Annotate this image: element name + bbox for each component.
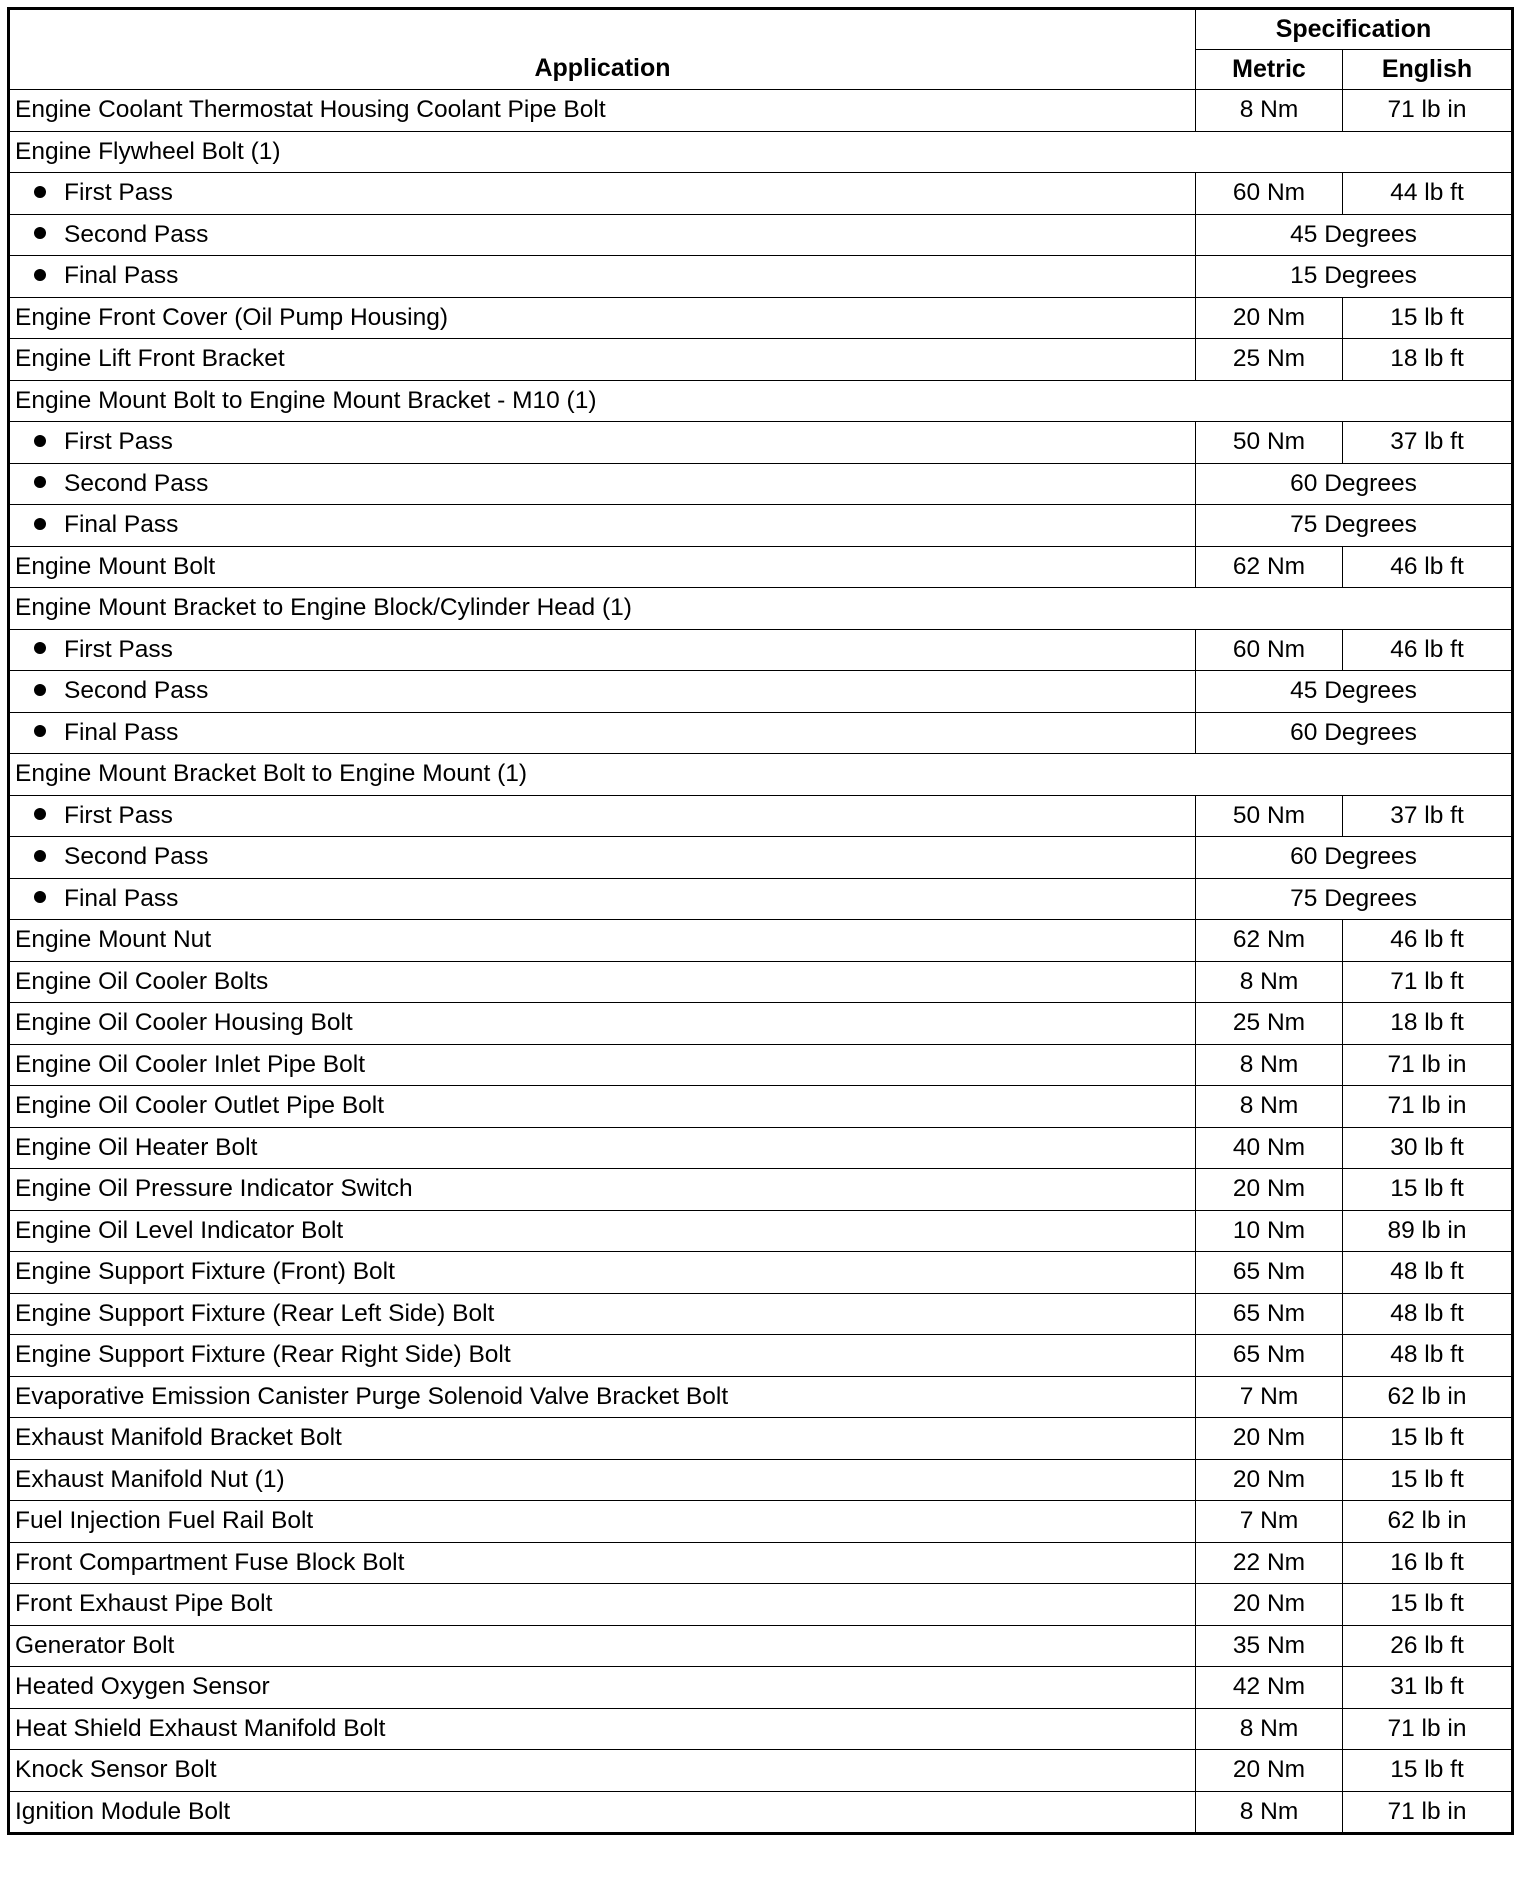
application-label: Exhaust Manifold Bracket Bolt xyxy=(15,1424,342,1452)
sub-step-row xyxy=(9,629,1513,671)
application-label: First Pass xyxy=(64,428,173,456)
metric-value: 8 Nm xyxy=(1196,1791,1343,1834)
metric-value: 65 Nm xyxy=(1196,1293,1343,1335)
metric-value: 50 Nm xyxy=(1196,422,1343,464)
application-label: Second Pass xyxy=(64,469,209,497)
bullet-icon xyxy=(34,684,46,696)
metric-value: 65 Nm xyxy=(1196,1335,1343,1377)
application-label: Engine Oil Cooler Outlet Pipe Bolt xyxy=(15,1092,385,1120)
angle-spec-cell: 15 Degrees xyxy=(1196,256,1513,298)
metric-value: 8 Nm xyxy=(1196,90,1343,132)
application-cell xyxy=(9,1708,1196,1750)
table-row xyxy=(9,1127,1513,1169)
sub-step-row xyxy=(9,505,1513,547)
table-row xyxy=(9,297,1513,339)
english-value: 71 lb in xyxy=(1343,1708,1513,1750)
application-cell xyxy=(9,1625,1196,1667)
table-body xyxy=(9,90,1513,1834)
application-cell xyxy=(9,1542,1196,1584)
application-cell xyxy=(9,1127,1196,1169)
sub-step-row xyxy=(9,712,1513,754)
english-value: 15 lb ft xyxy=(1343,1418,1513,1460)
application-label: Engine Oil Cooler Housing Bolt xyxy=(15,1009,353,1037)
application-label: Engine Mount Nut xyxy=(15,926,212,954)
english-value: 71 lb in xyxy=(1343,90,1513,132)
application-label: Final Pass xyxy=(64,884,179,912)
metric-value: 62 Nm xyxy=(1196,546,1343,588)
english-value: 46 lb ft xyxy=(1343,629,1513,671)
application-cell xyxy=(9,1003,1196,1045)
english-value: 44 lb ft xyxy=(1343,173,1513,215)
bullet-icon xyxy=(34,269,46,281)
table-row xyxy=(9,1625,1513,1667)
metric-value: 35 Nm xyxy=(1196,1625,1343,1667)
application-cell xyxy=(9,297,1196,339)
english-value: 46 lb ft xyxy=(1343,920,1513,962)
metric-value: 25 Nm xyxy=(1196,339,1343,381)
english-value: 37 lb ft xyxy=(1343,422,1513,464)
application-cell xyxy=(9,1418,1196,1460)
application-label: First Pass xyxy=(64,179,173,207)
application-label: Ignition Module Bolt xyxy=(15,1797,231,1825)
metric-value: 7 Nm xyxy=(1196,1376,1343,1418)
table-row xyxy=(9,339,1513,381)
sub-step-row xyxy=(9,795,1513,837)
table-row xyxy=(9,1293,1513,1335)
application-cell xyxy=(9,588,1513,630)
application-cell xyxy=(9,380,1513,422)
metric-value: 8 Nm xyxy=(1196,961,1343,1003)
application-cell xyxy=(9,131,1513,173)
group-header-row xyxy=(9,131,1513,173)
application-label: Engine Support Fixture (Front) Bolt xyxy=(15,1258,395,1286)
english-value: 46 lb ft xyxy=(1343,546,1513,588)
application-label: Front Exhaust Pipe Bolt xyxy=(15,1590,273,1618)
sub-step-row xyxy=(9,837,1513,879)
table-row xyxy=(9,1169,1513,1211)
bullet-icon xyxy=(34,227,46,239)
metric-value: 20 Nm xyxy=(1196,1584,1343,1626)
application-label: Second Pass xyxy=(64,843,209,871)
application-cell xyxy=(9,671,1196,713)
bullet-icon xyxy=(34,435,46,447)
english-header: English xyxy=(1343,50,1513,90)
application-cell xyxy=(9,795,1196,837)
table-row xyxy=(9,1750,1513,1792)
table-row xyxy=(9,1335,1513,1377)
application-label: Second Pass xyxy=(64,677,209,705)
table-row xyxy=(9,1418,1513,1460)
application-label: Engine Flywheel Bolt (1) xyxy=(15,137,281,165)
application-label: Engine Support Fixture (Rear Right Side) Bolt xyxy=(15,1341,511,1369)
application-cell xyxy=(9,1791,1196,1834)
application-cell xyxy=(9,1750,1196,1792)
bullet-icon xyxy=(34,725,46,737)
table-row xyxy=(9,1542,1513,1584)
table-row xyxy=(9,1584,1513,1626)
table-row xyxy=(9,1003,1513,1045)
application-cell xyxy=(9,1086,1196,1128)
application-cell xyxy=(9,1169,1196,1211)
application-cell xyxy=(9,1376,1196,1418)
english-value: 30 lb ft xyxy=(1343,1127,1513,1169)
english-value: 71 lb ft xyxy=(1343,961,1513,1003)
application-label: Engine Mount Bolt xyxy=(15,552,216,580)
application-label: Final Pass xyxy=(64,262,179,290)
application-label: Engine Mount Bolt to Engine Mount Bracket - M10 (1) xyxy=(15,386,597,414)
bullet-icon xyxy=(34,476,46,488)
angle-spec-cell: 45 Degrees xyxy=(1196,671,1513,713)
english-value: 15 lb ft xyxy=(1343,1750,1513,1792)
bullet-icon xyxy=(34,186,46,198)
application-cell xyxy=(9,546,1196,588)
metric-value: 8 Nm xyxy=(1196,1708,1343,1750)
application-header: Application xyxy=(9,9,1196,90)
application-label: Engine Oil Heater Bolt xyxy=(15,1133,258,1161)
english-value: 26 lb ft xyxy=(1343,1625,1513,1667)
metric-value: 40 Nm xyxy=(1196,1127,1343,1169)
metric-value: 20 Nm xyxy=(1196,1418,1343,1460)
english-value: 48 lb ft xyxy=(1343,1335,1513,1377)
metric-value: 20 Nm xyxy=(1196,297,1343,339)
table-row xyxy=(9,1501,1513,1543)
english-value: 48 lb ft xyxy=(1343,1293,1513,1335)
angle-spec-cell: 75 Degrees xyxy=(1196,505,1513,547)
application-label: Engine Mount Bracket to Engine Block/Cylinder Head (1) xyxy=(15,594,632,622)
application-cell xyxy=(9,629,1196,671)
english-value: 18 lb ft xyxy=(1343,1003,1513,1045)
table-row xyxy=(9,1791,1513,1834)
application-cell xyxy=(9,90,1196,132)
table-row xyxy=(9,546,1513,588)
table-row xyxy=(9,1086,1513,1128)
table-row xyxy=(9,1376,1513,1418)
table-row xyxy=(9,1459,1513,1501)
metric-value: 62 Nm xyxy=(1196,920,1343,962)
angle-spec-cell: 60 Degrees xyxy=(1196,837,1513,879)
sub-step-row xyxy=(9,214,1513,256)
application-cell xyxy=(9,1293,1196,1335)
metric-value: 20 Nm xyxy=(1196,1750,1343,1792)
bullet-icon xyxy=(34,850,46,862)
application-label: Engine Front Cover (Oil Pump Housing) xyxy=(15,303,449,331)
metric-value: 42 Nm xyxy=(1196,1667,1343,1709)
bullet-icon xyxy=(34,808,46,820)
application-label: Generator Bolt xyxy=(15,1631,175,1659)
metric-value: 25 Nm xyxy=(1196,1003,1343,1045)
application-label: Final Pass xyxy=(64,511,179,539)
english-value: 18 lb ft xyxy=(1343,339,1513,381)
application-label: Final Pass xyxy=(64,718,179,746)
header-row-top xyxy=(9,9,1513,50)
sub-step-row xyxy=(9,463,1513,505)
angle-spec-cell: 45 Degrees xyxy=(1196,214,1513,256)
english-value: 15 lb ft xyxy=(1343,1584,1513,1626)
application-cell xyxy=(9,837,1196,879)
sub-step-row xyxy=(9,878,1513,920)
sub-step-row xyxy=(9,173,1513,215)
application-cell xyxy=(9,422,1196,464)
english-value: 15 lb ft xyxy=(1343,1459,1513,1501)
application-cell xyxy=(9,1667,1196,1709)
english-value: 48 lb ft xyxy=(1343,1252,1513,1294)
bullet-icon xyxy=(34,642,46,654)
application-cell xyxy=(9,339,1196,381)
english-value: 62 lb in xyxy=(1343,1501,1513,1543)
english-value: 71 lb in xyxy=(1343,1086,1513,1128)
application-label: Engine Support Fixture (Rear Left Side) Bolt xyxy=(15,1299,495,1327)
metric-value: 50 Nm xyxy=(1196,795,1343,837)
english-value: 15 lb ft xyxy=(1343,297,1513,339)
table-row xyxy=(9,1708,1513,1750)
english-value: 15 lb ft xyxy=(1343,1169,1513,1211)
application-cell xyxy=(9,214,1196,256)
metric-value: 8 Nm xyxy=(1196,1086,1343,1128)
application-cell xyxy=(9,1501,1196,1543)
application-cell xyxy=(9,754,1513,796)
angle-spec-cell: 60 Degrees xyxy=(1196,712,1513,754)
application-label: Front Compartment Fuse Block Bolt xyxy=(15,1548,405,1576)
metric-value: 60 Nm xyxy=(1196,173,1343,215)
application-cell xyxy=(9,712,1196,754)
application-label: Engine Oil Pressure Indicator Switch xyxy=(15,1175,413,1203)
application-label: First Pass xyxy=(64,801,173,829)
application-label: Exhaust Manifold Nut (1) xyxy=(15,1465,285,1493)
application-cell xyxy=(9,463,1196,505)
application-label: Heat Shield Exhaust Manifold Bolt xyxy=(15,1714,386,1742)
table-row xyxy=(9,1252,1513,1294)
angle-spec-cell: 75 Degrees xyxy=(1196,878,1513,920)
application-cell xyxy=(9,1459,1196,1501)
table-row xyxy=(9,1044,1513,1086)
english-value: 16 lb ft xyxy=(1343,1542,1513,1584)
application-label: Engine Lift Front Bracket xyxy=(15,345,285,373)
metric-value: 20 Nm xyxy=(1196,1169,1343,1211)
application-label: Knock Sensor Bolt xyxy=(15,1756,217,1784)
english-value: 62 lb in xyxy=(1343,1376,1513,1418)
angle-spec-cell: 60 Degrees xyxy=(1196,463,1513,505)
table-row xyxy=(9,90,1513,132)
metric-value: 10 Nm xyxy=(1196,1210,1343,1252)
metric-value: 20 Nm xyxy=(1196,1459,1343,1501)
application-label: Heated Oxygen Sensor xyxy=(15,1673,270,1701)
table-header xyxy=(9,9,1513,90)
metric-value: 65 Nm xyxy=(1196,1252,1343,1294)
application-label: Engine Mount Bracket Bolt to Engine Mount (1) xyxy=(15,760,528,788)
application-cell xyxy=(9,878,1196,920)
application-label: Second Pass xyxy=(64,220,209,248)
english-value: 71 lb in xyxy=(1343,1044,1513,1086)
group-header-row xyxy=(9,380,1513,422)
application-label: Engine Oil Cooler Inlet Pipe Bolt xyxy=(15,1050,365,1078)
english-value: 31 lb ft xyxy=(1343,1667,1513,1709)
table-row xyxy=(9,1667,1513,1709)
metric-value: 22 Nm xyxy=(1196,1542,1343,1584)
application-cell xyxy=(9,1252,1196,1294)
application-cell xyxy=(9,256,1196,298)
application-cell xyxy=(9,1584,1196,1626)
application-label: Fuel Injection Fuel Rail Bolt xyxy=(15,1507,314,1535)
table-row xyxy=(9,961,1513,1003)
application-cell xyxy=(9,920,1196,962)
metric-header: Metric xyxy=(1196,50,1343,90)
application-label: Engine Oil Level Indicator Bolt xyxy=(15,1216,344,1244)
sub-step-row xyxy=(9,671,1513,713)
application-label: Engine Coolant Thermostat Housing Coolant Pipe Bolt xyxy=(15,96,606,124)
sub-step-row xyxy=(9,422,1513,464)
sub-step-row xyxy=(9,256,1513,298)
application-label: First Pass xyxy=(64,635,173,663)
application-label: Engine Oil Cooler Bolts xyxy=(15,967,269,995)
bullet-icon xyxy=(34,891,46,903)
application-cell xyxy=(9,1335,1196,1377)
english-value: 71 lb in xyxy=(1343,1791,1513,1834)
english-value: 37 lb ft xyxy=(1343,795,1513,837)
specification-header: Specification xyxy=(1196,9,1513,50)
metric-value: 60 Nm xyxy=(1196,629,1343,671)
application-cell xyxy=(9,505,1196,547)
table-row xyxy=(9,1210,1513,1252)
application-cell xyxy=(9,1044,1196,1086)
group-header-row xyxy=(9,754,1513,796)
application-cell xyxy=(9,961,1196,1003)
metric-value: 8 Nm xyxy=(1196,1044,1343,1086)
application-cell xyxy=(9,173,1196,215)
group-header-row xyxy=(9,588,1513,630)
table-row xyxy=(9,920,1513,962)
application-cell xyxy=(9,1210,1196,1252)
english-value: 89 lb in xyxy=(1343,1210,1513,1252)
torque-spec-table xyxy=(7,7,1514,1835)
application-label: Evaporative Emission Canister Purge Solenoid Valve Bracket Bolt xyxy=(15,1382,729,1410)
bullet-icon xyxy=(34,518,46,530)
metric-value: 7 Nm xyxy=(1196,1501,1343,1543)
